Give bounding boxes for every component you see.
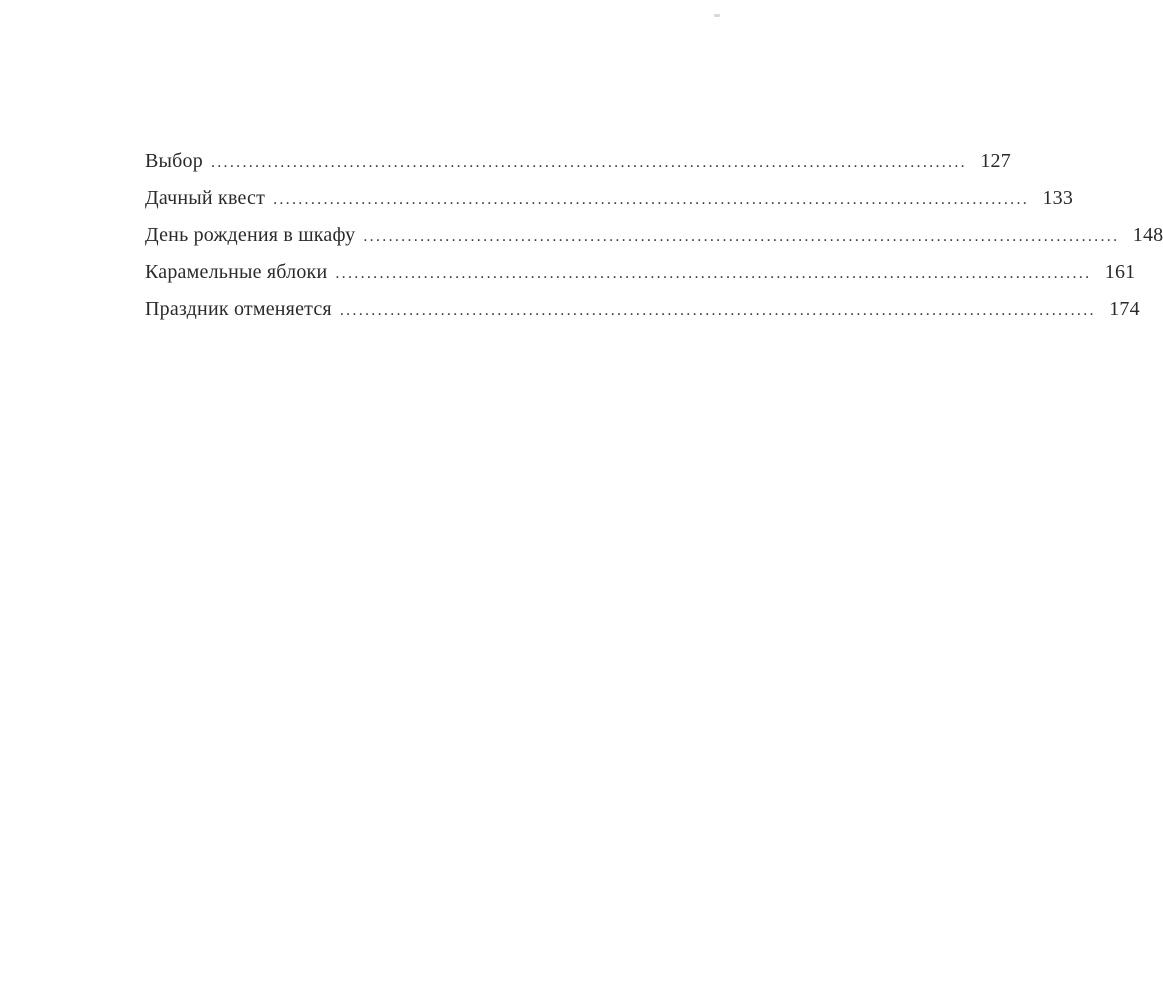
dot-leader: ........................................................................................................................ — [210, 154, 967, 171]
toc-entry-title: День рождения в шкафу — [145, 224, 356, 246]
toc-entry-title: Выбор — [145, 150, 203, 172]
toc-entry-page: 127 — [980, 150, 1011, 172]
toc-entry-page: 161 — [1104, 261, 1136, 283]
toc-entry-page: 174 — [1109, 298, 1140, 320]
toc-entry-page: 148 — [1132, 224, 1163, 246]
dot-leader: ........................................................................................................................ — [335, 265, 1092, 282]
toc-entry-title: Дачный квест — [145, 187, 266, 209]
toc-entry-title: Карамельные яблоки — [145, 261, 328, 283]
toc-entry-page: 133 — [1042, 187, 1074, 209]
toc-entry — [145, 291, 1140, 328]
toc-entry — [145, 143, 1011, 180]
toc-entry-title: Праздник отменяется — [145, 298, 332, 320]
dot-leader: ........................................................................................................................ — [273, 191, 1030, 208]
toc-entry — [145, 254, 1136, 291]
dot-leader: ........................................................................................................................ — [339, 302, 1096, 319]
scan-mark — [714, 14, 720, 17]
toc-entry — [145, 180, 1074, 217]
toc-entry — [145, 217, 1163, 254]
table-of-contents — [145, 143, 1163, 328]
dot-leader: ........................................................................................................................ — [363, 228, 1120, 245]
